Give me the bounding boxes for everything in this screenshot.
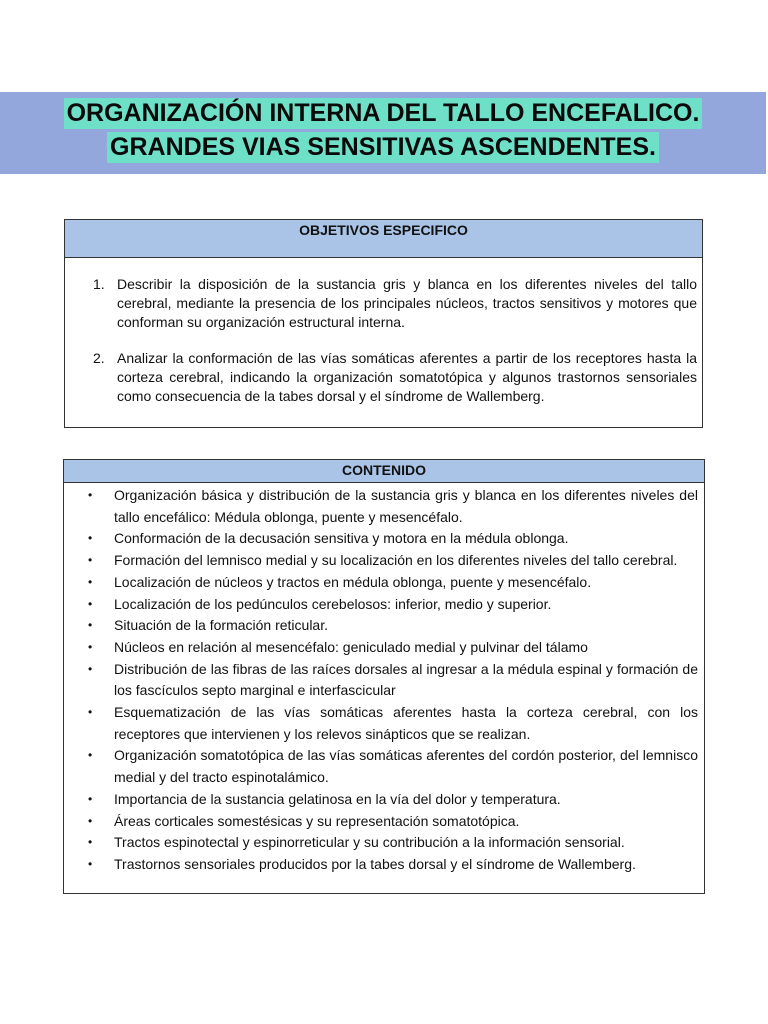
contenido-item [88, 659, 698, 702]
contenido-text: Situación de la formación reticular. [114, 617, 328, 634]
contenido-item [88, 811, 698, 833]
contenido-item [88, 789, 698, 811]
contenido-table [63, 459, 705, 894]
contenido-item [88, 745, 698, 788]
bullet-icon: • [88, 705, 93, 720]
contenido-text: Organización somatotópica de las vías somáticas aferentes del cordón posterior, del lemnisco medial y del tracto espinotalámico. [114, 747, 698, 786]
contenido-text: Tractos espinotectal y espinorreticular y su contribución a la información sensorial. [114, 834, 625, 851]
contenido-item [88, 615, 698, 637]
contenido-text: Distribución de las fibras de las raíces dorsales al ingresar a la médula espinal y formación de los fascículos septo marginal e interfascicular [114, 660, 698, 699]
contenido-item [88, 832, 698, 854]
objetivos-table [64, 219, 703, 428]
contenido-text: Áreas corticales somestésicas y su representación somatotópica. [114, 812, 520, 829]
contenido-text: Conformación de la decusación sensitiva y motora en la médula oblonga. [114, 530, 569, 547]
contenido-item [88, 528, 698, 550]
bullet-icon: • [88, 661, 93, 676]
contenido-list [64, 483, 704, 876]
contenido-text: Formación del lemnisco medial y su localización en los diferentes niveles del tallo cerebral. [114, 552, 678, 569]
page-title [0, 92, 766, 163]
contenido-item [88, 550, 698, 572]
contenido-text: Esquematización de las vías somáticas aferentes hasta la corteza cerebral, con los receptores que intervienen y los relevos sinápticos que se realizan. [114, 704, 698, 742]
contenido-text: Localización de los pedúnculos cerebelosos: inferior, medio y superior. [114, 595, 552, 612]
contenido-item [88, 637, 698, 659]
contenido-item [88, 594, 698, 616]
bullet-icon: • [88, 813, 93, 828]
bullet-icon: • [88, 574, 93, 589]
contenido-item [88, 854, 698, 876]
contenido-text: Trastornos sensoriales producidos por la tabes dorsal y el síndrome de Wallemberg. [114, 855, 636, 872]
title-line-2: GRANDES VIAS SENSITIVAS ASCENDENTES. [107, 132, 659, 163]
contenido-header: CONTENIDO [64, 460, 704, 483]
contenido-text: Núcleos en relación al mesencéfalo: geniculado medial y pulvinar del tálamo [114, 638, 588, 655]
bullet-icon: • [88, 856, 93, 871]
objetivos-header: OBJETIVOS ESPECIFICO [65, 220, 702, 258]
title-line-1: ORGANIZACIÓN INTERNA DEL TALLO ENCEFALICO. [64, 98, 703, 129]
bullet-icon: • [88, 791, 93, 806]
bullet-icon: • [88, 835, 93, 850]
objetivo-text: Describir la disposición de la sustancia gris y blanca en los diferentes niveles del tallo cerebral, mediante la presencia de los principales núcleos, tractos sensitivos y motores que conforman su organización estructural interna. [117, 276, 697, 330]
contenido-text: Importancia de la sustancia gelatinosa en la vía del dolor y temperatura. [114, 790, 561, 807]
bullet-icon: • [88, 639, 93, 654]
objetivo-item [93, 275, 697, 332]
contenido-text: Localización de núcleos y tractos en médula oblonga, puente y mesencéfalo. [114, 573, 592, 590]
contenido-item [88, 485, 698, 528]
objetivo-number: 1. [93, 276, 105, 292]
bullet-icon: • [88, 618, 93, 633]
objetivo-text: Analizar la conformación de las vías somáticas aferentes a partir de los receptores hasta la corteza cerebral, indicando la organización somatotópica y algunos trastornos sensoriales como consecuencia de la tabes dorsal y el síndrome de Wallemberg. [117, 350, 697, 404]
bullet-icon: • [88, 531, 93, 546]
objetivo-item [93, 349, 697, 406]
contenido-item [88, 702, 698, 745]
contenido-text: Organización básica y distribución de la sustancia gris y blanca en los diferentes niveles del tallo encefálico: Médula oblonga, puente y mesencéfalo. [114, 487, 698, 525]
bullet-icon: • [88, 596, 93, 611]
bullet-icon: • [88, 488, 93, 502]
objetivo-number: 2. [93, 350, 105, 366]
objetivos-list [65, 275, 702, 406]
bullet-icon: • [88, 748, 93, 763]
contenido-item [88, 572, 698, 594]
bullet-icon: • [88, 553, 93, 568]
